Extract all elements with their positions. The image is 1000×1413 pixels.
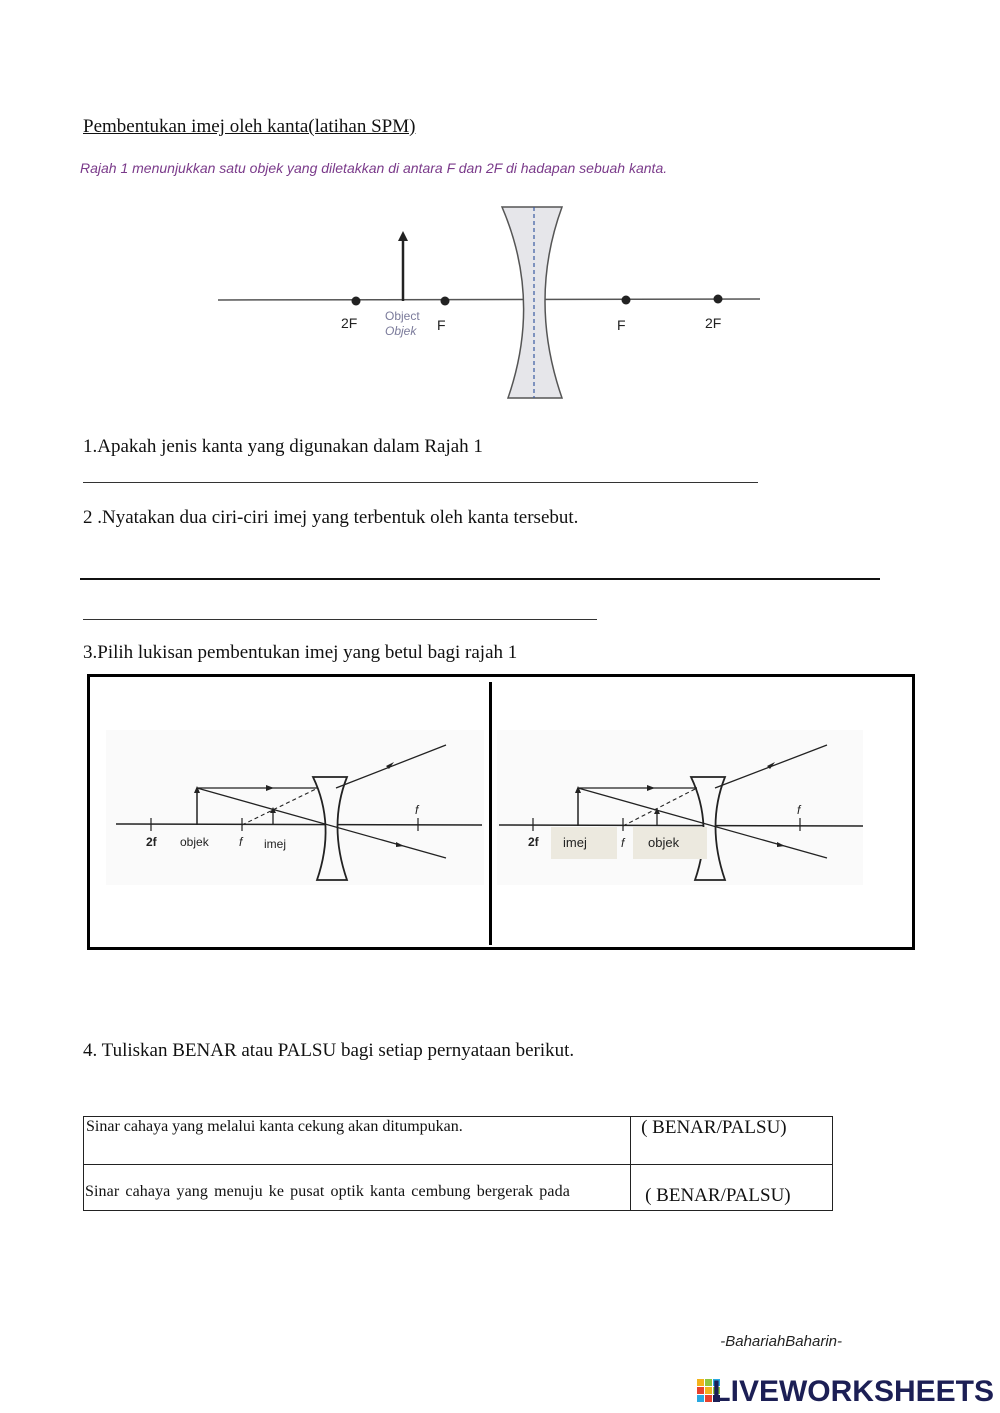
svg-text:imej: imej xyxy=(264,837,287,851)
svg-text:2f: 2f xyxy=(146,835,157,849)
label-2f-right: 2F xyxy=(705,315,722,331)
author-signature: -BahariahBaharin- xyxy=(720,1333,842,1350)
concave-lens xyxy=(502,207,562,398)
svg-text:objek: objek xyxy=(648,835,680,850)
question-3: 3.Pilih lukisan pembentukan imej yang betul bagi rajah 1 xyxy=(83,642,518,663)
table-row xyxy=(84,1117,833,1165)
statement-cell: Sinar cahaya yang menuju ke pusat optik kanta cembung bergerak pada xyxy=(84,1165,631,1211)
svg-text:f: f xyxy=(621,836,625,850)
label-object-en: Object xyxy=(385,309,420,323)
point-f-right xyxy=(622,296,631,305)
label-f-right: F xyxy=(617,317,626,333)
answer-cell[interactable]: ( BENAR/PALSU) xyxy=(631,1165,833,1211)
principal-axis xyxy=(218,299,760,300)
true-false-table xyxy=(83,1116,833,1211)
answer-line-q1[interactable] xyxy=(83,482,758,483)
worksheet-title: Pembentukan imej oleh kanta(latihan SPM) xyxy=(83,116,416,137)
object-arrowhead xyxy=(398,231,408,241)
table-row xyxy=(84,1165,833,1211)
option-a-diagram[interactable] xyxy=(106,730,484,890)
point-f-left xyxy=(441,297,450,306)
statement-cell: Sinar cahaya yang melalui kanta cekung akan ditumpukan. xyxy=(84,1117,631,1165)
svg-text:objek: objek xyxy=(180,835,209,849)
question-4: 4. Tuliskan BENAR atau PALSU bagi setiap pernyataan berikut. xyxy=(83,1040,575,1061)
label-2f-left: 2F xyxy=(341,315,358,331)
svg-text:2f: 2f xyxy=(528,835,539,849)
brand-wordmark: LIVEWORKSHEETS xyxy=(712,1375,994,1408)
svg-text:imej: imej xyxy=(563,835,587,850)
answer-line-q2a[interactable] xyxy=(80,578,880,580)
label-object-ms: Objek xyxy=(385,324,417,338)
svg-text:f: f xyxy=(239,835,243,849)
svg-text:f: f xyxy=(797,803,801,817)
label-f-left: F xyxy=(437,317,446,333)
answer-line-q2b[interactable] xyxy=(83,619,597,620)
options-divider xyxy=(489,682,492,945)
option-b-diagram[interactable] xyxy=(497,730,867,890)
svg-text:f: f xyxy=(415,803,419,817)
answer-cell[interactable]: ( BENAR/PALSU) xyxy=(631,1117,833,1165)
question-1: 1.Apakah jenis kanta yang digunakan dalam Rajah 1 xyxy=(83,436,483,457)
diagram-concave-lens xyxy=(200,195,780,410)
point-2f-left xyxy=(352,297,361,306)
diagram-caption: Rajah 1 menunjukkan satu objek yang diletakkan di antara F dan 2F di hadapan sebuah kanta. xyxy=(80,160,668,176)
point-2f-right xyxy=(714,295,723,304)
question-2: 2 .Nyatakan dua ciri-ciri imej yang terbentuk oleh kanta tersebut. xyxy=(83,507,579,528)
